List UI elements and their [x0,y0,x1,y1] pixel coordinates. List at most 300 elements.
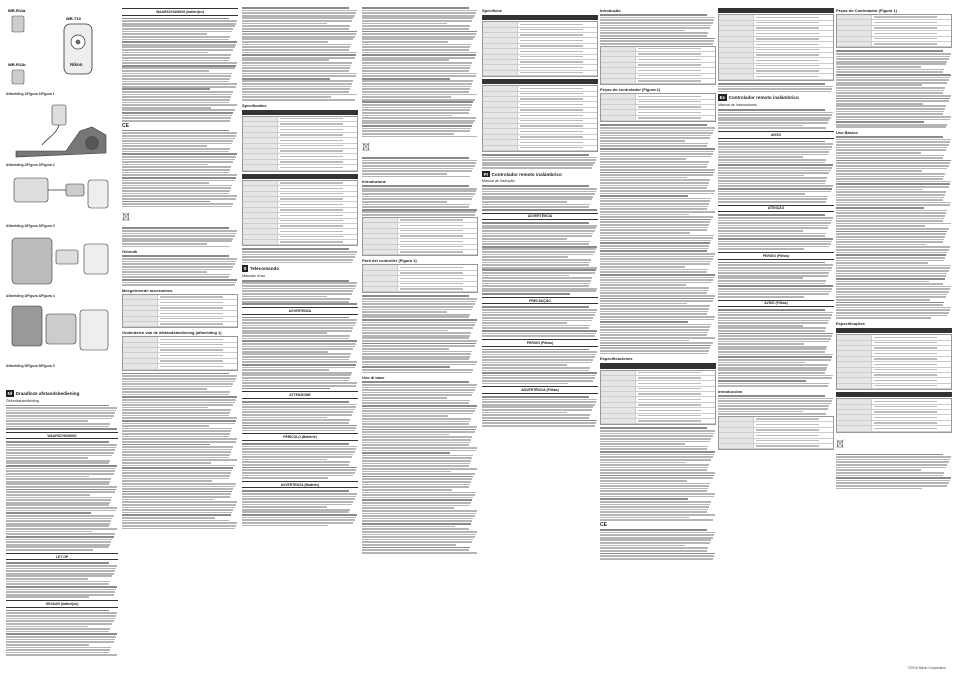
text-line [362,447,477,449]
text-line [122,415,229,417]
text-line [122,198,236,200]
text-line [122,388,207,390]
text-line [836,90,944,92]
text-line [836,225,925,227]
es-spec-heading: Especificações [836,320,865,326]
text-line [122,161,233,163]
text-line [836,299,930,301]
text-line [6,594,114,596]
text-line [482,162,595,164]
text-line [362,117,476,119]
text-line [242,477,328,479]
text-line [482,235,592,237]
text-line [122,143,232,145]
nl-warning-4: WAARSCHUWING (batterijen) [122,8,238,16]
text-line [122,67,235,69]
text-line [242,44,351,46]
text-line [122,433,230,435]
es-lang-badge: Es [719,95,725,101]
it-lang-badge: It [243,266,247,272]
text-line [482,191,596,193]
column-6 [600,6,716,560]
text-line [362,486,469,488]
body-text [242,317,358,390]
text-line [242,517,356,519]
text-line [362,327,473,329]
text-line [122,60,229,62]
text-line [718,191,831,193]
text-line [122,62,237,64]
body-text [718,83,834,93]
text-line [600,143,708,145]
text-line [362,463,470,465]
table-row [243,165,357,170]
text-line [362,49,469,51]
text-line [242,461,350,463]
text-line [600,519,713,521]
text-line [362,52,477,54]
text-line [482,280,591,282]
nl-lang-badge: Nl [7,390,12,396]
text-line [6,507,117,509]
text-line [362,369,473,371]
text-line [6,418,112,420]
text-line [600,337,715,339]
text-line [600,27,710,29]
text-line [242,343,356,345]
text-line [362,434,449,436]
text-line [242,86,351,88]
text-line [362,130,470,132]
text-line [600,292,707,294]
body-text [122,373,238,530]
text-line [362,536,475,538]
text-line [718,141,825,143]
text-line [836,162,950,164]
text-line [718,317,831,319]
text-line [362,358,469,360]
text-line [242,511,349,513]
text-line [242,280,349,282]
text-line [362,337,469,339]
text-line [600,316,715,318]
text-line [122,459,237,461]
figure-label: Afbeelding 1/Figura 1/Figura 1 [6,92,55,96]
text-line [362,160,477,162]
text-line [242,406,356,408]
text-line [6,428,117,430]
text-line [600,242,710,244]
text-line [242,46,350,48]
text-line [242,443,349,445]
text-line [362,442,470,444]
text-line [122,394,229,396]
text-line [122,31,232,33]
text-line [362,86,471,88]
text-line [242,36,355,38]
text-line [718,312,833,314]
text-line [836,56,950,58]
text-line [242,346,355,348]
it-spec-heading: Specifiche [482,8,503,13]
text-line [362,20,472,22]
text-line [242,475,353,477]
text-line [362,122,473,124]
text-line [242,88,350,90]
text-line [122,177,236,179]
pt-intro-heading: Introdução [600,8,621,13]
figure-4-drawing [6,230,114,292]
text-line [482,283,590,285]
text-line [600,235,714,237]
text-line [718,127,826,129]
text-line [836,210,947,212]
text-line [718,372,825,374]
text-line [836,165,949,167]
text-line [122,96,231,98]
text-line [718,243,831,245]
text-line [600,506,709,508]
text-line [718,280,826,282]
text-line [600,140,685,142]
text-line [122,151,229,153]
text-line [836,459,950,461]
text-line [6,544,110,546]
text-line [122,266,233,268]
text-line [482,241,590,243]
text-line [600,19,714,21]
text-line [6,420,88,422]
text-line [600,227,708,229]
it-warning-4: AVVERTENZA (Batterie) [242,481,358,489]
text-line [718,146,832,148]
text-line [122,444,210,446]
text-line [600,166,707,168]
figure-2 [6,95,114,167]
text-line [242,490,349,492]
es-use-heading: Uso Básico [836,130,858,136]
body-text [362,381,478,553]
text-line [242,506,327,508]
text-line [836,304,943,306]
text-line [242,367,355,369]
table-row [243,240,357,245]
text-line [836,267,950,269]
text-line [122,182,209,184]
text-line [6,654,117,656]
text-line [718,408,828,410]
text-line [362,520,472,522]
info-table [242,116,358,172]
es-title: Controlador remoto inalámbrico [728,95,799,101]
text-line [482,272,595,274]
text-line [242,301,349,303]
pt-warning-3: PERIGO (Pilhas) [482,339,598,347]
text-line [836,74,951,76]
text-line [600,433,714,435]
text-line [482,159,596,161]
text-line [362,489,452,491]
body-text [122,18,238,122]
body-text [362,295,478,373]
info-table [600,93,716,122]
text-line [362,80,473,82]
text-line [122,517,215,519]
fig1-label-a: WR-R11a [8,8,26,13]
text-line [362,83,472,85]
text-line [122,135,236,137]
text-line [242,251,357,253]
text-line [482,293,570,295]
text-line [600,435,713,437]
es-warning-2: ATENÇÃO [718,205,834,213]
text-line [362,476,473,478]
text-line [122,423,235,425]
text-line [836,480,950,482]
text-line [600,326,710,328]
text-line [362,361,477,363]
text-line [6,581,110,583]
text-line [482,209,597,211]
text-line [482,320,592,322]
text-line [362,507,454,509]
it-warning-3: PERICOLO (Batterie) [242,433,358,441]
text-line [718,348,826,350]
text-line [836,454,943,456]
text-line [718,230,803,232]
text-line [6,447,116,449]
text-line [122,52,208,54]
text-line [718,398,833,400]
text-line [362,17,473,19]
text-line [242,372,352,374]
text-line [362,394,472,396]
table-row [719,74,833,79]
text-line [718,380,806,382]
text-line [242,83,352,85]
text-line [362,415,448,417]
es-warning-4: AVISO (Pilhas) [718,300,834,308]
text-line [242,417,327,419]
text-line [362,455,473,457]
text-line [836,475,943,477]
text-line [600,477,713,479]
text-line [242,519,355,521]
text-line [362,57,475,59]
text-line [122,25,235,27]
text-line [362,392,473,394]
text-line [600,263,710,265]
text-line [122,378,236,380]
text-line [718,185,833,187]
text-line [362,115,452,117]
text-line [122,156,236,158]
text-line [362,465,469,467]
text-line [600,35,707,37]
it-intro-heading: Introduzione [362,179,386,185]
text-line [242,296,327,298]
text-line [242,425,357,427]
text-line [362,402,469,404]
text-line [836,212,946,214]
text-line [718,270,831,272]
text-line [600,287,709,289]
text-line [600,488,708,490]
text-line [362,73,477,75]
text-line [718,383,829,385]
text-line [718,343,804,345]
text-line [600,284,686,286]
text-line [362,209,477,211]
text-line [718,238,833,240]
it-parts-heading: Parti del controller (Figura 1) [362,258,417,264]
text-line [836,69,944,71]
text-line [600,475,714,477]
text-line [836,176,944,178]
text-line [836,168,947,170]
es-warning-1: AVISO [718,131,834,139]
text-line [362,552,477,554]
body-text [6,441,118,550]
spec-table-header [482,15,598,20]
text-line [6,596,89,598]
text-line [836,139,951,141]
text-line [600,514,715,516]
text-line [6,502,110,504]
text-line [362,101,473,103]
text-line [6,426,109,428]
text-line [242,57,355,59]
text-line [122,102,229,104]
text-line [6,515,114,517]
text-line [600,43,713,45]
text-line [482,238,567,240]
pt-header [482,171,598,178]
text-line [718,322,828,324]
text-line [836,296,946,298]
text-line [600,148,715,150]
text-line [122,509,233,511]
text-line [718,151,829,153]
text-line [718,248,804,250]
text-line [122,258,237,260]
table-row [601,79,715,84]
text-line [600,350,709,352]
info-table [362,217,478,257]
figure-2-drawing [6,95,114,161]
text-line [122,107,211,109]
text-line [600,17,715,19]
text-line [482,372,597,374]
text-line [362,429,476,431]
text-line [122,159,235,161]
text-line [362,418,471,420]
text-line [718,114,832,116]
text-line [362,31,477,33]
body-text [482,396,598,427]
text-line [482,256,568,258]
text-line [600,253,715,255]
text-line [482,196,593,198]
text-line [718,235,825,237]
text-line [122,507,235,509]
text-line [600,124,707,126]
text-line [362,436,472,438]
text-line [600,490,707,492]
text-line [836,144,949,146]
text-line [242,472,355,474]
text-line [122,227,229,229]
text-line [242,38,353,40]
text-line [362,38,473,40]
text-line [6,468,116,470]
text-line [600,300,713,302]
text-line [836,241,943,243]
text-line [6,575,112,577]
text-line [242,359,349,361]
text-line [600,172,714,174]
text-line [600,198,711,200]
text-line [6,483,109,485]
text-line [122,446,233,448]
text-line [836,197,944,199]
text-line [836,141,950,143]
text-line [242,12,356,14]
text-line [718,125,803,127]
nl-subtitle: Gebruikshandleiding [6,398,39,403]
text-line [482,370,589,372]
text-line [362,348,449,350]
text-line [6,455,112,457]
text-line [482,269,596,271]
spec-table-header [836,392,952,397]
text-line [600,532,715,534]
text-line [482,364,567,366]
text-line [718,267,832,269]
it-warning-2: ATTENZIONE [242,391,358,399]
text-line [718,175,804,177]
text-line [600,14,707,16]
text-line [482,230,595,232]
text-line [122,279,237,281]
info-table [482,85,598,152]
text-line [482,198,592,200]
text-line [362,444,469,446]
table-row [123,364,237,369]
text-line [482,246,597,248]
text-line [836,82,947,84]
text-line [242,303,357,305]
text-line [836,191,946,193]
text-line [122,203,233,205]
text-line [482,312,596,314]
text-line [600,258,713,260]
text-line [836,236,945,238]
text-line [122,73,232,75]
text-line [122,520,229,522]
figure-1-drawing [6,6,114,90]
text-line [242,382,357,384]
text-line [836,100,949,102]
text-line [600,504,710,506]
text-line [6,407,117,409]
text-line [122,386,232,388]
text-line [482,383,568,385]
table-row [719,444,833,449]
text-line [122,109,235,111]
body-text [600,124,716,249]
text-line [122,185,232,187]
